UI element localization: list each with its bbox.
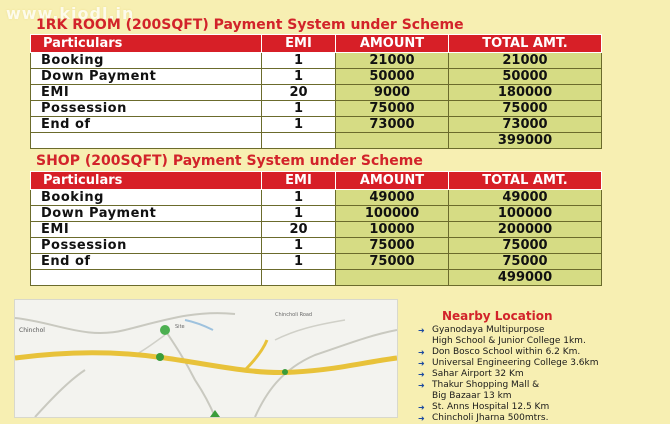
nearby-location-panel	[418, 309, 668, 424]
row-particular: Booking	[31, 190, 262, 206]
row-emi: 1	[262, 254, 336, 270]
table-row	[31, 69, 602, 85]
row-amount: 75000	[336, 254, 449, 270]
row-total: 200000	[449, 222, 602, 238]
table-row	[31, 101, 602, 117]
table-header-row	[31, 35, 602, 53]
blank-cell	[262, 270, 336, 286]
nearby-list	[418, 325, 668, 424]
location-map	[14, 299, 398, 418]
blank-cell	[336, 133, 449, 149]
blank-cell	[262, 133, 336, 149]
arrow-icon: ➜	[418, 381, 425, 390]
row-amount: 50000	[336, 69, 449, 85]
row-amount: 49000	[336, 190, 449, 206]
room-payment-table	[30, 34, 602, 149]
nearby-title: Nearby Location	[442, 309, 553, 323]
arrow-icon: ➜	[418, 370, 425, 379]
table-row	[31, 85, 602, 101]
row-amount: 73000	[336, 117, 449, 133]
site-marker	[160, 325, 170, 335]
row-particular: Possession	[31, 238, 262, 254]
list-item-label: Don Bosco School within 6.2 Km.	[432, 347, 581, 357]
list-item	[418, 347, 668, 358]
list-item-label: Chincholi Jharna 500mtrs.	[432, 413, 549, 423]
grand-total-row	[31, 270, 602, 286]
row-total: 75000	[449, 101, 602, 117]
shop-payment-table	[30, 171, 602, 286]
list-item-label: Sahar Airport 32 Km	[432, 369, 524, 379]
row-particular: End of	[31, 254, 262, 270]
row-total: 75000	[449, 238, 602, 254]
blank-cell	[31, 133, 262, 149]
list-item-label: Big Bazaar 13 km	[432, 391, 512, 401]
row-amount: 100000	[336, 206, 449, 222]
row-emi: 1	[262, 117, 336, 133]
row-emi: 1	[262, 238, 336, 254]
row-emi: 1	[262, 190, 336, 206]
row-total: 100000	[449, 206, 602, 222]
row-emi: 1	[262, 101, 336, 117]
list-item	[418, 325, 668, 336]
list-item	[418, 413, 668, 424]
arrow-icon: ➜	[418, 348, 425, 357]
table-row	[31, 238, 602, 254]
row-total: 49000	[449, 190, 602, 206]
row-particular: Possession	[31, 101, 262, 117]
row-emi: 1	[262, 53, 336, 69]
arrow-icon: ➜	[418, 403, 425, 412]
table-row	[31, 190, 602, 206]
row-emi: 1	[262, 69, 336, 85]
row-total: 180000	[449, 85, 602, 101]
row-total: 50000	[449, 69, 602, 85]
row-emi: 20	[262, 222, 336, 238]
list-item-label: Universal Engineering College 3.6km	[432, 358, 599, 368]
list-item	[418, 358, 668, 369]
row-amount: 75000	[336, 238, 449, 254]
grand-total: 499000	[449, 270, 602, 286]
row-amount: 21000	[336, 53, 449, 69]
list-item-label: St. Anns Hospital 12.5 Km	[432, 402, 550, 412]
row-particular: Down Payment	[31, 206, 262, 222]
row-amount: 10000	[336, 222, 449, 238]
table-header-row	[31, 172, 602, 190]
header-total: TOTAL AMT.	[449, 172, 602, 190]
header-total: TOTAL AMT.	[449, 35, 602, 53]
list-item	[418, 391, 668, 402]
header-emi: EMI	[262, 172, 336, 190]
list-item-label: Thakur Shopping Mall &	[432, 380, 540, 390]
list-item	[418, 402, 668, 413]
room-payment-title: 1RK ROOM (200SQFT) Payment System under Scheme	[36, 17, 464, 33]
row-emi: 20	[262, 85, 336, 101]
map-label-chinchol: Chinchol	[19, 327, 45, 334]
list-item	[418, 380, 668, 391]
header-amount: AMOUNT	[336, 172, 449, 190]
table-row	[31, 206, 602, 222]
row-particular: EMI	[31, 85, 262, 101]
table-row	[31, 53, 602, 69]
row-amount: 9000	[336, 85, 449, 101]
header-amount: AMOUNT	[336, 35, 449, 53]
row-total: 73000	[449, 117, 602, 133]
table-row	[31, 222, 602, 238]
list-item	[418, 336, 668, 347]
row-particular: EMI	[31, 222, 262, 238]
map-label-site: Site	[175, 324, 185, 330]
header-particulars: Particulars	[31, 172, 262, 190]
row-amount: 75000	[336, 101, 449, 117]
row-total: 21000	[449, 53, 602, 69]
watermark: www.kiodl.in	[6, 4, 135, 23]
shop-payment-title: SHOP (200SQFT) Payment System under Scheme	[36, 153, 423, 169]
table-row	[31, 117, 602, 133]
grand-total: 399000	[449, 133, 602, 149]
header-emi: EMI	[262, 35, 336, 53]
row-emi: 1	[262, 206, 336, 222]
list-item	[418, 369, 668, 380]
grand-total-row	[31, 133, 602, 149]
table-row	[31, 254, 602, 270]
list-item-label: High School & Junior College 1km.	[432, 336, 586, 346]
map-label-road: Chincholi Road	[275, 312, 313, 318]
arrow-icon: ➜	[418, 414, 425, 423]
row-particular: Down Payment	[31, 69, 262, 85]
arrow-icon: ➜	[418, 326, 425, 335]
map-graphic	[15, 300, 397, 417]
blank-cell	[31, 270, 262, 286]
row-total: 75000	[449, 254, 602, 270]
list-item-label: Gyanodaya Multipurpose	[432, 325, 545, 335]
row-particular: Booking	[31, 53, 262, 69]
arrow-icon: ➜	[418, 359, 425, 368]
row-particular: End of	[31, 117, 262, 133]
header-particulars: Particulars	[31, 35, 262, 53]
blank-cell	[336, 270, 449, 286]
